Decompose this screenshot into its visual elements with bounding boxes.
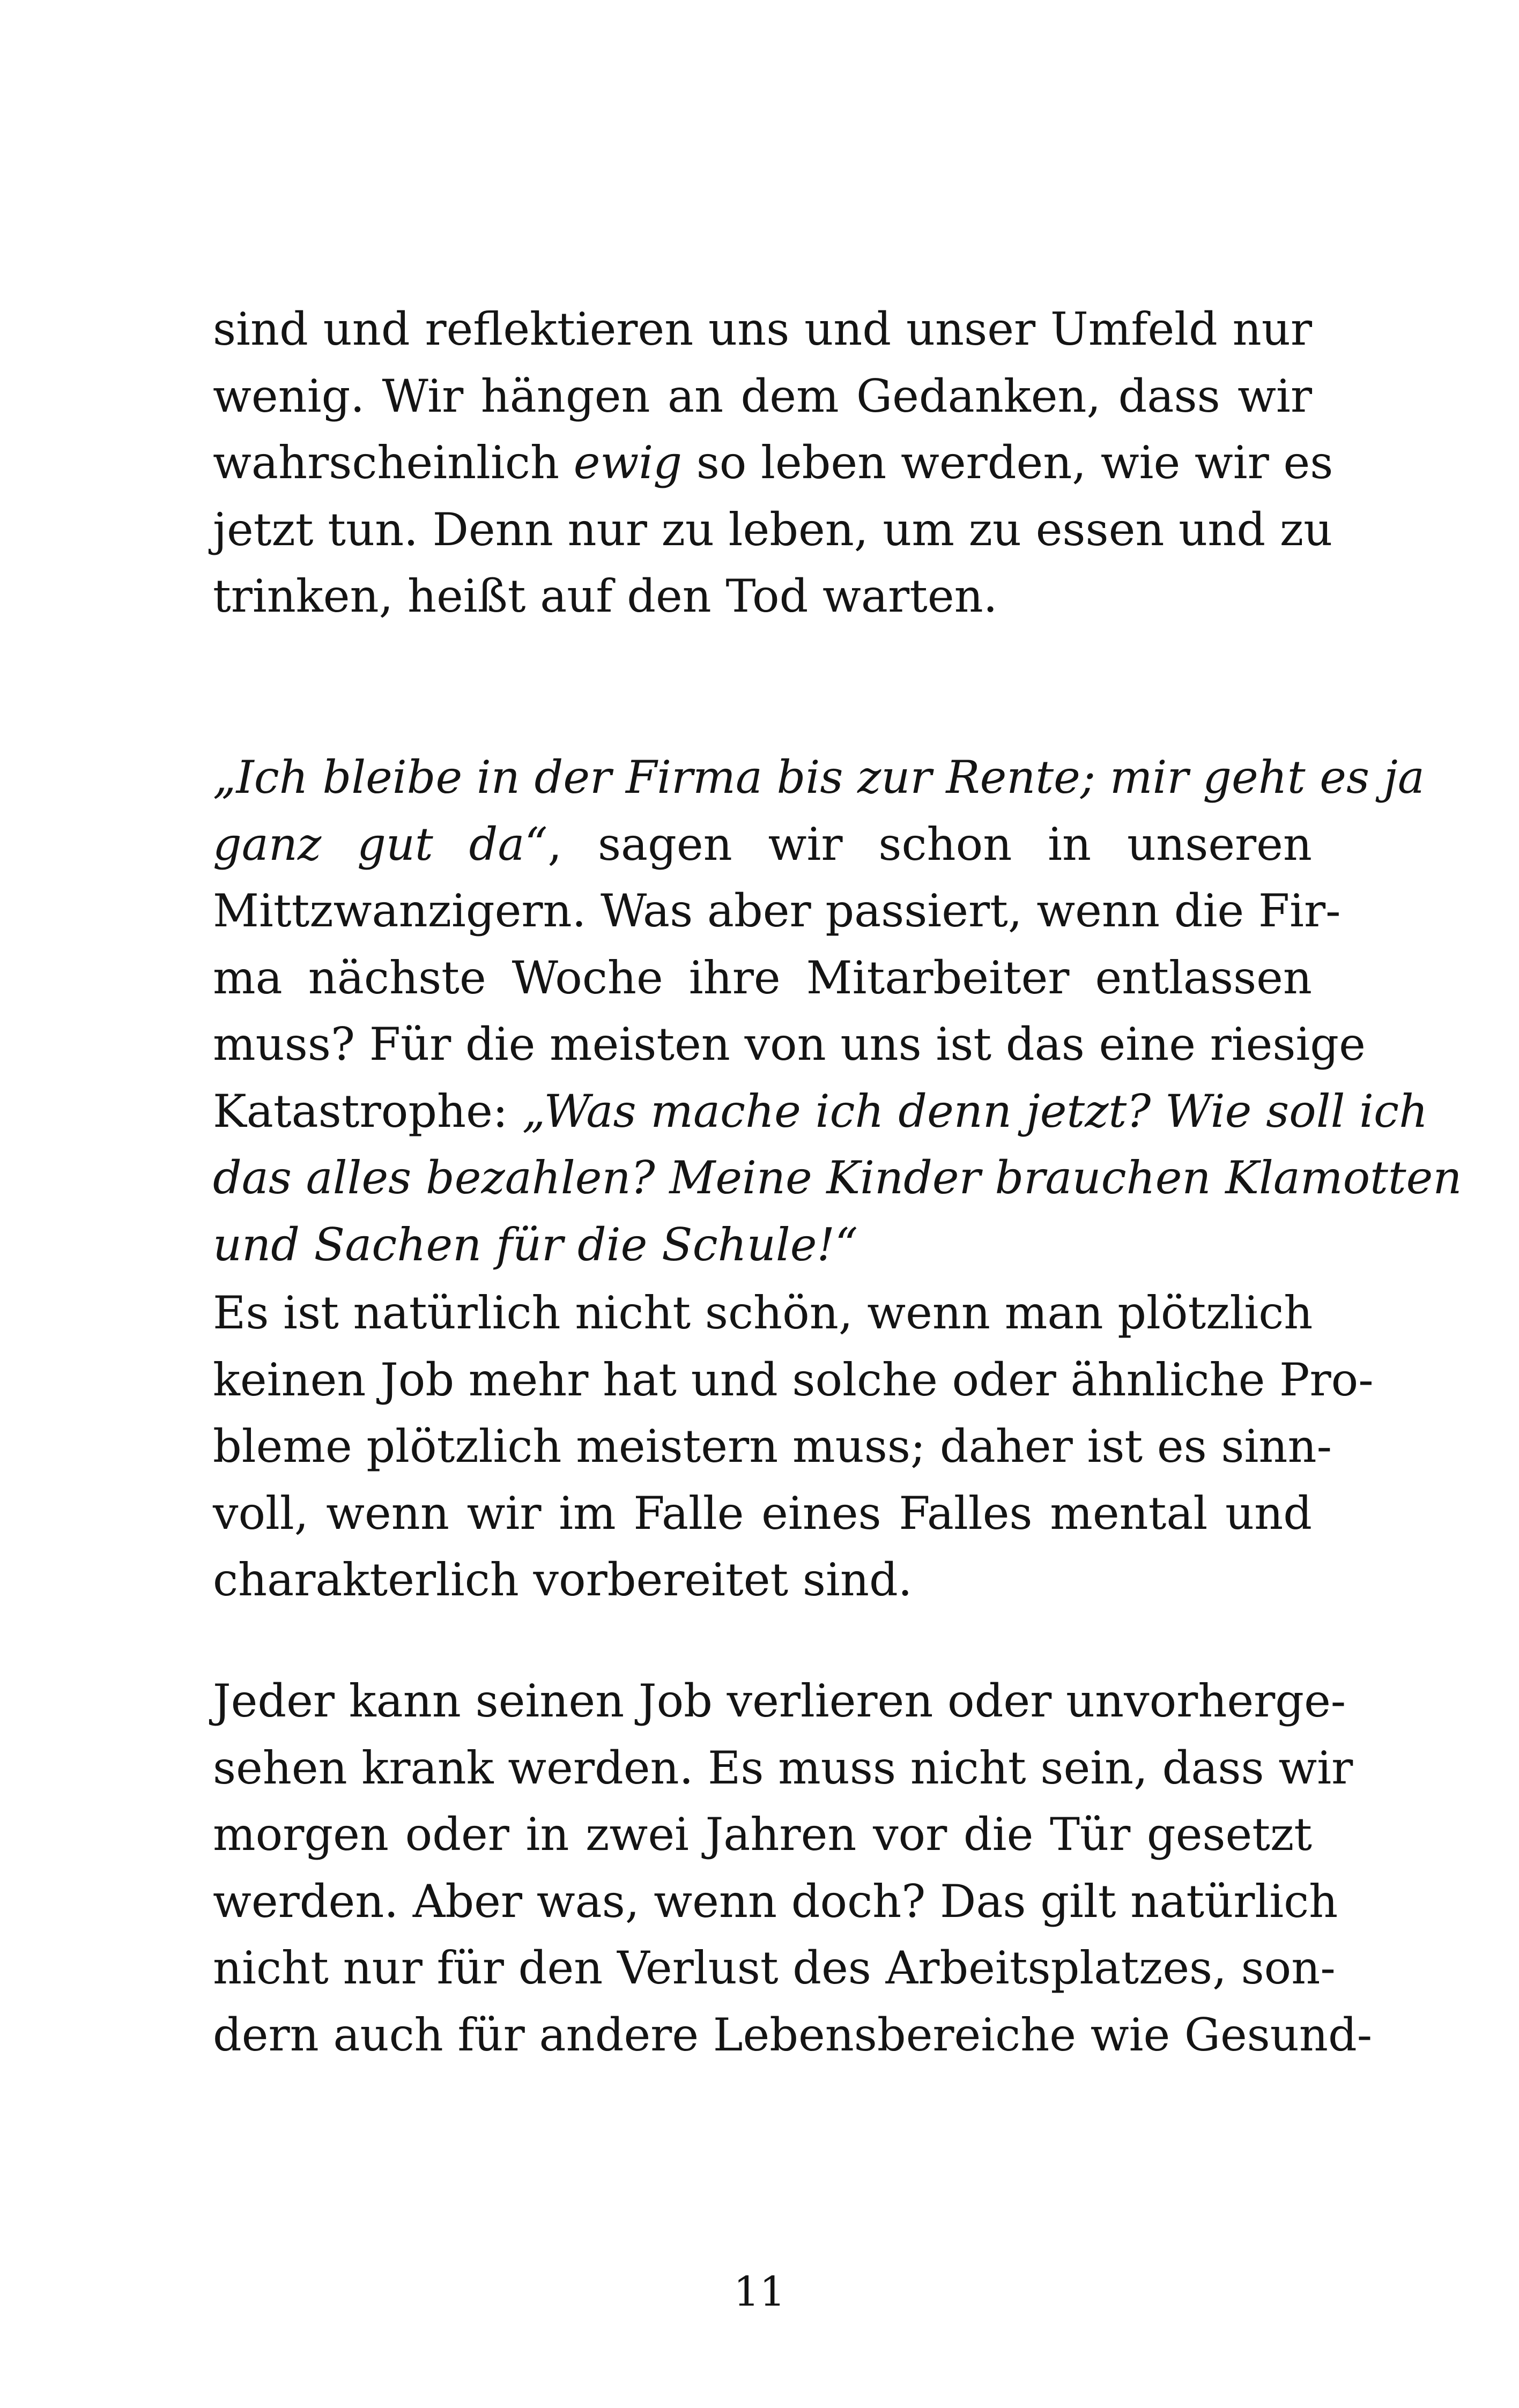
text-line [213, 1212, 1312, 1279]
page-number: 11 [733, 2268, 786, 2315]
text-line [213, 1868, 1338, 1935]
text-line [213, 429, 1333, 496]
text-line [213, 1011, 1366, 1078]
text-line [213, 1480, 1312, 1547]
paragraph-4 [213, 1668, 1373, 2068]
paragraph-3 [213, 1280, 1374, 1614]
text-run: , sagen wir schon in unseren [547, 817, 1312, 871]
text-line [213, 744, 1425, 811]
text-run: morgen oder in zwei Jahren vor die Tür gesetzt [213, 1808, 1312, 1861]
text-run: wahrscheinlich [213, 436, 574, 489]
text-run: dern auch für andere Lebensbereiche wie Gesund- [213, 2008, 1373, 2061]
text-run: so leben werden, wie wir es [682, 436, 1333, 489]
text-line [213, 1078, 1428, 1145]
text-run: sehen krank werden. Es muss nicht sein, dass wir [213, 1741, 1353, 1794]
text-run: wenig. Wir hängen an dem Gedanken, dass wir [213, 369, 1312, 422]
text-line [213, 811, 1312, 878]
italic-text: „Was mache ich denn jetzt? Wie soll ich [522, 1084, 1428, 1138]
text-line [213, 563, 1312, 630]
text-run: ma nächste Woche ihre Mitarbeiter entlassen [213, 951, 1312, 1004]
italic-text: das alles bezahlen? Meine Kinder brauchen Klamotten [213, 1151, 1462, 1204]
text-run: werden. Aber was, wenn doch? Das gilt natürlich [213, 1875, 1338, 1928]
italic-text: „Ich bleibe in der Firma bis zur Rente; mir geht es ja [213, 751, 1425, 804]
text-line [213, 1144, 1462, 1212]
text-run: bleme plötzlich meistern muss; daher ist es sinn- [213, 1420, 1332, 1473]
text-run: trinken, heißt auf den Tod warten. [213, 570, 998, 622]
text-line [213, 945, 1312, 1012]
text-line [213, 1547, 1312, 1614]
text-run: Katastrophe: [213, 1084, 522, 1138]
italic-text: ewig [573, 436, 682, 489]
text-run: sind und reflektieren uns und unser Umfeld nur [213, 303, 1312, 355]
text-run: keinen Job mehr hat und solche oder ähnliche Pro- [213, 1353, 1374, 1406]
italic-text: ganz gut da“ [213, 817, 548, 871]
text-line [213, 878, 1341, 945]
paragraph-2-quote [213, 744, 1462, 1278]
text-run: Mittzwanzigern. Was aber passiert, wenn die Fir- [213, 885, 1341, 937]
text-line [213, 496, 1333, 563]
text-line [213, 1935, 1336, 2002]
text-line [213, 1347, 1374, 1414]
italic-text: und Sachen für die Schule!“ [213, 1218, 858, 1271]
text-run: voll, wenn wir im Falle eines Falles mental und [213, 1487, 1312, 1540]
text-line [213, 1668, 1346, 1735]
text-line [213, 1801, 1312, 1868]
text-line [213, 296, 1312, 363]
text-line [213, 1735, 1353, 1802]
paragraph-1 [213, 296, 1333, 630]
text-run: nicht nur für den Verlust des Arbeitsplatzes, son- [213, 1942, 1336, 1994]
text-run: Es ist natürlich nicht schön, wenn man plötzlich [213, 1287, 1313, 1339]
text-line [213, 1413, 1332, 1480]
text-run: Jeder kann seinen Job verlieren oder unvorherge- [213, 1675, 1346, 1727]
text-run: jetzt tun. Denn nur zu leben, um zu essen und zu [213, 503, 1333, 556]
text-line [213, 2002, 1373, 2069]
text-line [213, 1280, 1312, 1347]
text-run: muss? Für die meisten von uns ist das eine riesige [213, 1018, 1366, 1071]
text-line [213, 363, 1312, 430]
text-run: charakterlich vorbereitet sind. [213, 1554, 913, 1606]
